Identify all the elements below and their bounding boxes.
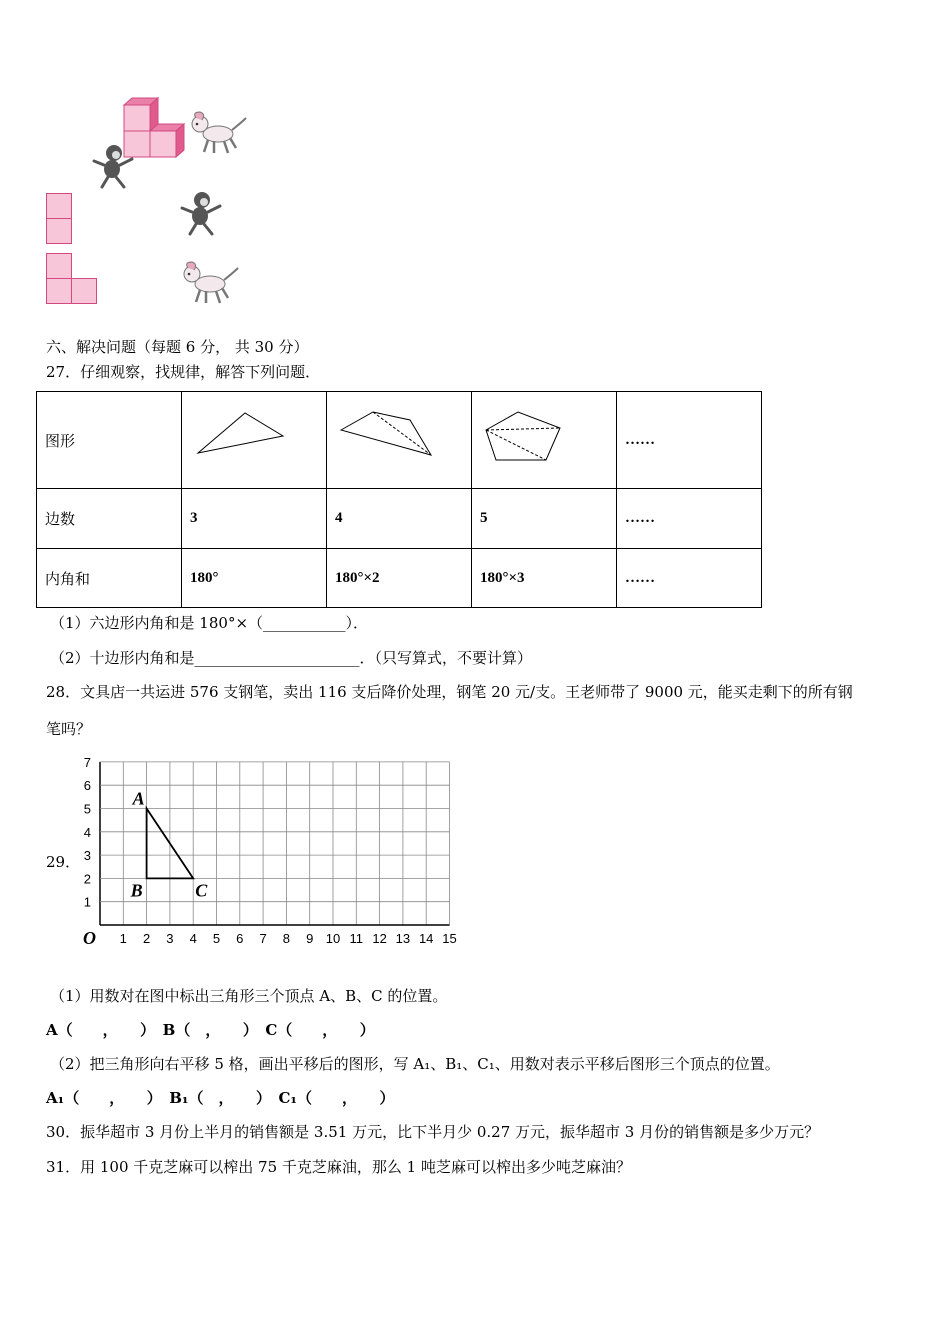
row-label-shape: 图形 — [37, 392, 182, 489]
dog-illustration — [180, 262, 242, 308]
y-tick-label: 5 — [83, 801, 91, 817]
question-29-sub2: （2）把三角形向右平移 5 格，画出平移后的图形，写 A₁、B₁、C₁、用数对表示平移后图形三个顶点的位置。 — [50, 1055, 780, 1073]
vertex-label-a: A — [132, 788, 145, 809]
angle-sum-value: 180°×3 — [472, 549, 617, 608]
row-label-sides: 边数 — [37, 489, 182, 549]
question-27-stem: 27．仔细观察，找规律，解答下列问题． — [46, 363, 321, 381]
question-30: 30．振华超市 3 月份上半月的销售额是 3.51 万元，比下半月少 0.27 万元，振华超市 3 月份的销售额是多少万元？ — [46, 1123, 820, 1141]
question-29-sub1: （1）用数对在图中标出三角形三个顶点 A、B、C 的位置。 — [50, 987, 448, 1005]
question-29-sub2-answer: A₁（ ， ） B₁（ ， ） C₁（ ， ） — [46, 1089, 395, 1107]
y-tick-label: 6 — [83, 778, 91, 794]
y-tick-label: 4 — [83, 824, 91, 840]
triangle-shape — [190, 408, 290, 468]
monkey-illustration — [92, 143, 138, 189]
front-view-shape — [46, 193, 74, 245]
quadrilateral-shape — [335, 408, 435, 468]
quadrilateral-cell — [327, 392, 472, 489]
sides-value: …… — [617, 489, 762, 549]
y-tick-label: 3 — [83, 848, 91, 864]
triangle-cell — [182, 392, 327, 489]
x-tick-label: 5 — [212, 931, 221, 946]
x-tick-label: 2 — [142, 931, 151, 946]
shape-ellipsis: …… — [617, 392, 762, 489]
x-tick-label: 11 — [349, 931, 364, 946]
x-tick-label: 6 — [236, 931, 244, 946]
question-28-line1: 28．文具店一共运进 576 支钢笔，卖出 116 支后降价处理，钢笔 20 元/支。王老师带了 9000 元，能买走剩下的所有钢 — [46, 683, 853, 701]
x-tick-label: 3 — [166, 931, 174, 946]
x-tick-label: 12 — [372, 931, 387, 946]
x-tick-label: 14 — [418, 931, 434, 946]
sides-value: 3 — [182, 489, 327, 549]
question-29-sub1-answer: A（ ， ） B（ ， ） C（ ， ） — [46, 1021, 375, 1039]
question-28-line2: 笔吗？ — [46, 720, 92, 738]
question-27-sub2: （2）十边形内角和是______________________．（只写算式，不要计算） — [50, 649, 533, 667]
vertex-label-c: C — [195, 880, 208, 901]
origin-label: O — [83, 928, 96, 948]
polygon-table — [36, 391, 762, 608]
sides-value: 5 — [472, 489, 617, 549]
side-view-shape — [46, 253, 100, 305]
section-heading: 六、解决问题（每题 6 分， 共 30 分） — [46, 338, 309, 356]
question-27-sub1: （1）六边形内角和是 180°×（___________）． — [50, 614, 369, 632]
x-tick-label: 10 — [325, 931, 341, 946]
y-tick-label: 7 — [83, 754, 91, 770]
pentagon-cell — [472, 392, 617, 489]
pentagon-shape — [480, 408, 580, 468]
x-tick-label: 9 — [306, 931, 314, 946]
row-label-angle-sum: 内角和 — [37, 549, 182, 608]
sides-value: 4 — [327, 489, 472, 549]
x-tick-label: 13 — [395, 931, 411, 946]
monkey-illustration — [180, 190, 226, 236]
coordinate-grid — [75, 752, 465, 952]
x-tick-label: 4 — [189, 931, 197, 946]
x-tick-label: 15 — [442, 931, 457, 946]
angle-sum-value: …… — [617, 549, 762, 608]
question-31: 31．用 100 千克芝麻可以榨出 75 千克芝麻油，那么 1 吨芝麻可以榨出多少吨芝麻油？ — [46, 1158, 631, 1176]
x-tick-label: 7 — [259, 931, 267, 946]
x-tick-label: 1 — [119, 931, 127, 946]
question-29-number: 29． — [46, 853, 81, 871]
angle-sum-value: 180° — [182, 549, 327, 608]
dog-illustration — [188, 112, 250, 158]
y-tick-label: 2 — [83, 871, 91, 887]
vertex-label-b: B — [130, 880, 143, 901]
y-tick-label: 1 — [83, 894, 91, 910]
angle-sum-value: 180°×2 — [327, 549, 472, 608]
x-tick-label: 8 — [282, 931, 291, 946]
